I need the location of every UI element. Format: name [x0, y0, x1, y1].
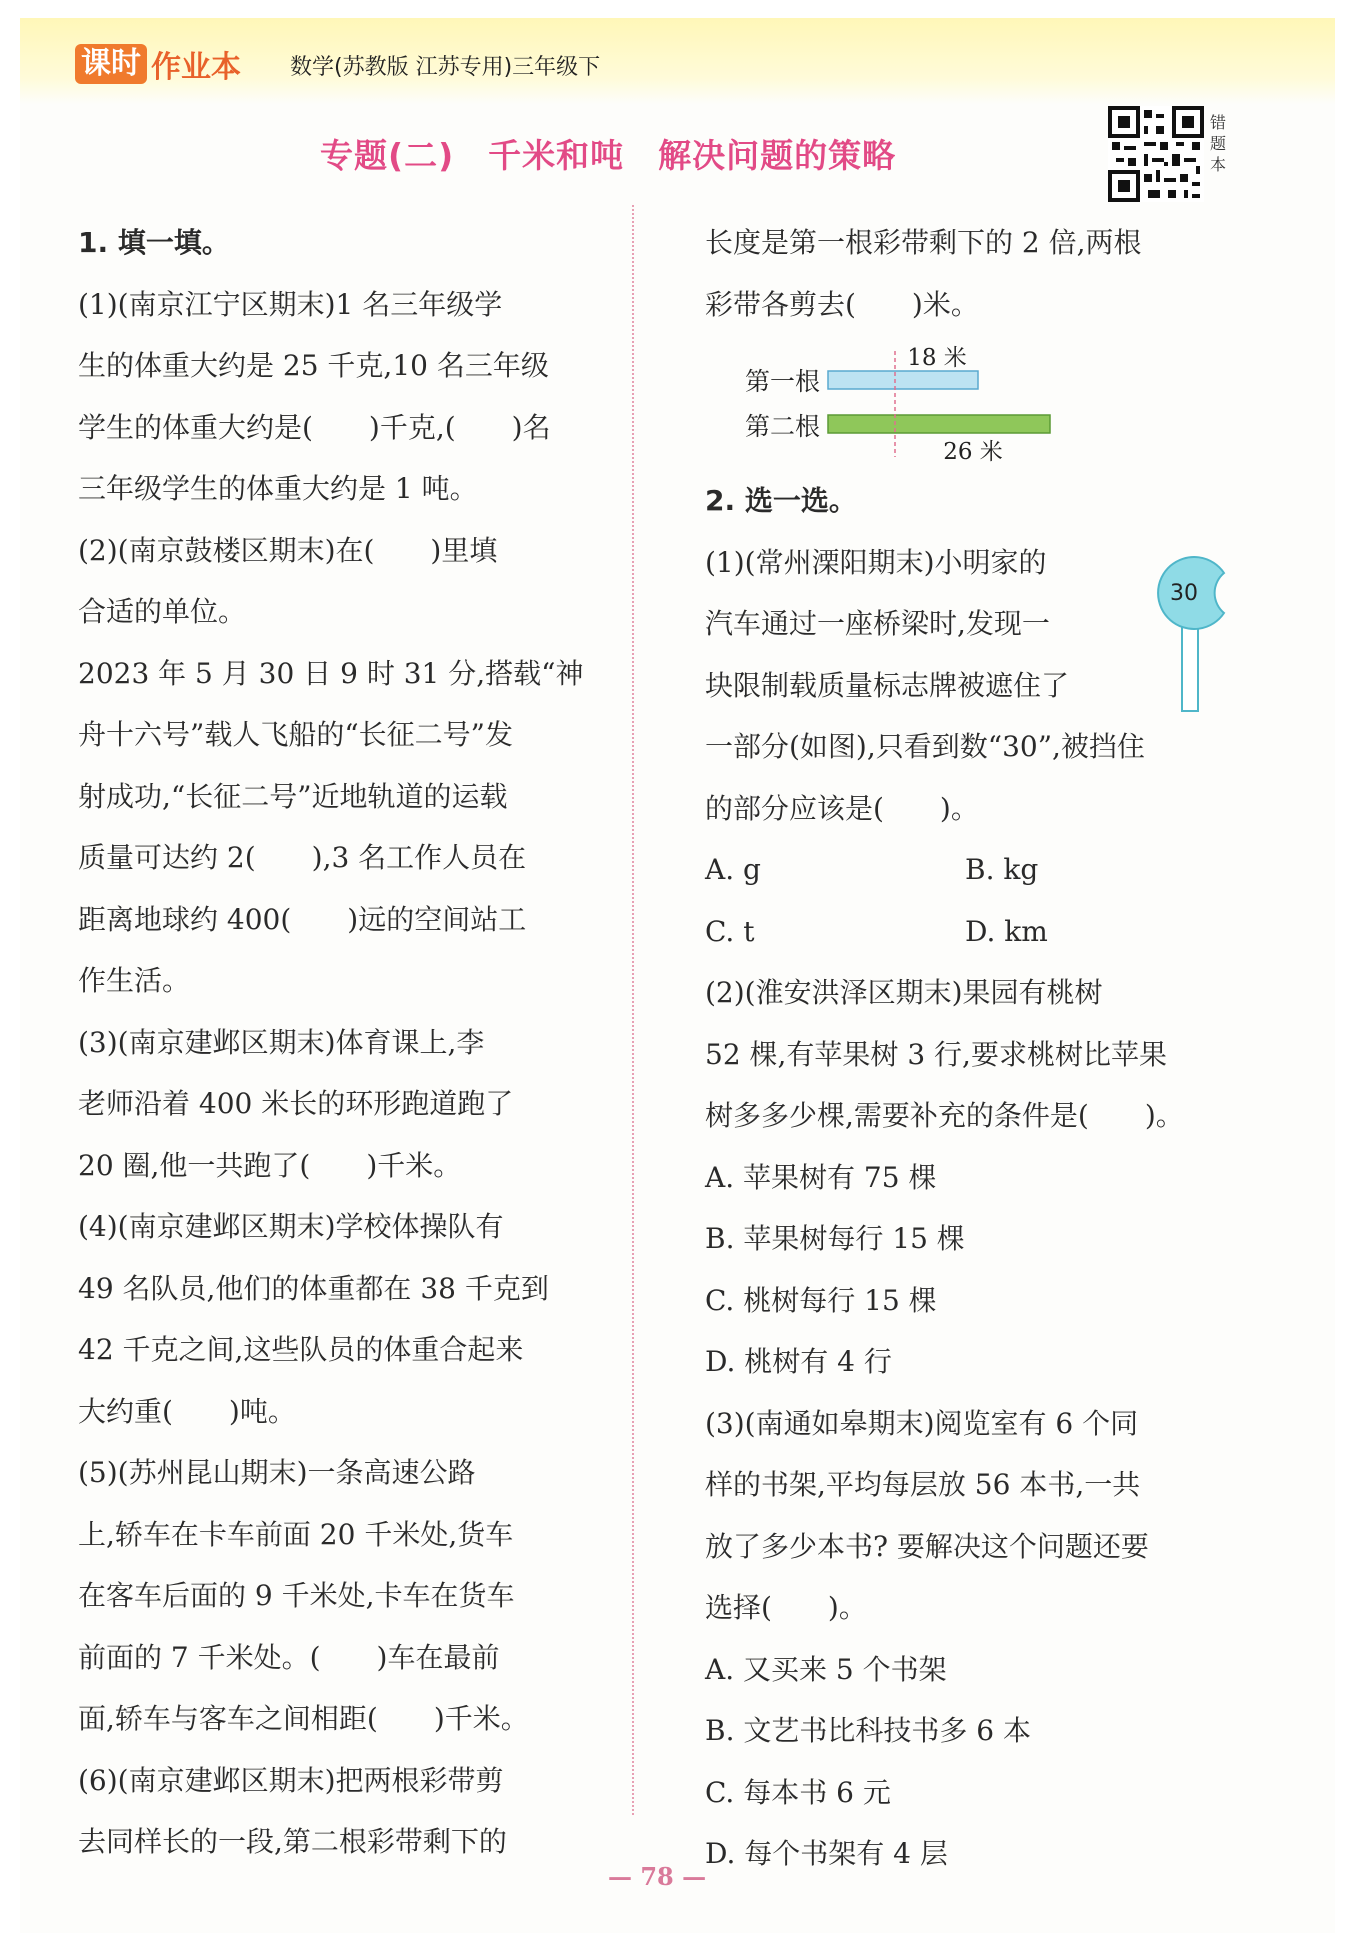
book-logo — [75, 44, 241, 84]
text-line: 作生活。 — [78, 964, 191, 997]
text-line: 三年级学生的体重大约是 1 吨。 — [78, 472, 478, 505]
text-line: 长度是第一根彩带剩下的 2 倍,两根 — [705, 226, 1142, 259]
q2-1-options-row — [705, 901, 1250, 963]
text-line: 放了多少本书? 要解决这个问题还要 — [705, 1529, 1149, 1563]
text-line: (4)(南京建邺区期末)学校体操队有 — [78, 1210, 504, 1243]
text-line: 一部分(如图),只看到数“30”,被挡住 — [705, 730, 1145, 763]
text-line: 树多多少棵,需要补充的条件是( )。 — [705, 1099, 1184, 1132]
text-line: (2)(淮安洪泽区期末)果园有桃树 — [705, 976, 1103, 1009]
text-line: 选择( )。 — [705, 1591, 867, 1624]
first-ribbon — [828, 371, 978, 389]
text-line: 老师沿着 400 米长的环形跑道跑了 — [78, 1087, 514, 1120]
text-line: (2)(南京鼓楼区期末)在( )里填 — [78, 533, 498, 567]
text-line: 汽车通过一座桥梁时,发现一 — [705, 607, 1050, 640]
text-line: 49 名队员,他们的体重都在 38 千克到 — [78, 1271, 549, 1305]
text-line: 的部分应该是( )。 — [705, 791, 979, 825]
option-c[interactable]: C. t — [705, 914, 755, 948]
book-info: 数学(苏教版 江苏专用)三年级下 — [290, 55, 601, 80]
text-line: 样的书架,平均每层放 56 本书,一共 — [705, 1468, 1141, 1501]
option-c[interactable]: C. 每本书 6 元 — [705, 1775, 891, 1809]
text-line: 前面的 7 千米处。( )车在最前 — [78, 1640, 500, 1674]
text-line: 射成功,“长征二号”近地轨道的运载 — [78, 779, 508, 813]
text-line: (1)(南京江宁区期末)1 名三年级学 — [78, 287, 503, 321]
text-line: (5)(苏州昆山期末)一条高速公路 — [78, 1456, 476, 1489]
second-ribbon-length: 26 米 — [943, 439, 1003, 465]
second-ribbon — [828, 415, 1050, 433]
option-a[interactable]: A. g — [705, 853, 761, 886]
option-a[interactable]: A. 又买来 5 个书架 — [705, 1652, 947, 1686]
first-ribbon-length: 18 米 — [907, 345, 967, 371]
text-line: 学生的体重大约是( )千克,( )名 — [78, 410, 551, 444]
text-line: 彩带各剪去( )米。 — [705, 287, 979, 321]
logo-part2: 作业本 — [151, 50, 241, 85]
question-2-heading: 2. 选一选。 — [705, 484, 857, 517]
ribbon-diagram-svg — [705, 335, 1250, 470]
text-line: 上,轿车在卡车前面 20 千米处,货车 — [78, 1517, 514, 1551]
text-line: 舟十六号”载人飞船的“长征二号”发 — [78, 718, 513, 751]
text-line: 块限制载质量标志牌被遮住了 — [705, 668, 1070, 702]
text-line: 20 圈,他一共跑了( )千米。 — [78, 1148, 462, 1182]
option-c[interactable]: C. 桃树每行 15 棵 — [705, 1283, 937, 1317]
text-line: (6)(南京建邺区期末)把两根彩带剪 — [78, 1763, 504, 1797]
option-b[interactable]: B. 文艺书比科技书多 6 本 — [705, 1714, 1031, 1747]
text-line: (1)(常州溧阳期末)小明家的 — [705, 545, 1047, 579]
first-ribbon-label: 第一根 — [744, 367, 820, 396]
question-1-heading: 1. 填一填。 — [78, 226, 230, 259]
text-line: 合适的单位。 — [78, 595, 247, 628]
text-line: 2023 年 5 月 30 日 9 时 31 分,搭载“神 — [78, 656, 584, 690]
ribbon-diagram — [705, 335, 1250, 470]
text-line: 在客车后面的 9 千米处,卡车在货车 — [78, 1579, 515, 1612]
q2-1-options-row — [705, 839, 1250, 901]
page-number: — 78 — — [608, 1862, 707, 1891]
qr-code-icon[interactable] — [1108, 106, 1204, 202]
option-d[interactable]: D. 桃树有 4 行 — [705, 1345, 892, 1378]
left-column — [78, 212, 623, 1873]
text-line: 52 棵,有苹果树 3 行,要求桃树比苹果 — [705, 1037, 1167, 1071]
text-line: (3)(南通如皋期末)阅览室有 6 个同 — [705, 1406, 1139, 1440]
text-line: (3)(南京建邺区期末)体育课上,李 — [78, 1025, 485, 1059]
text-line: 质量可达约 2( ),3 名工作人员在 — [78, 841, 527, 874]
option-b[interactable]: B. kg — [965, 853, 1039, 886]
load-limit-sign-icon — [1152, 555, 1232, 715]
option-d[interactable]: D. km — [965, 914, 1048, 948]
column-divider — [632, 205, 634, 1815]
wrong-question-book-label: 错题本 — [1210, 113, 1227, 174]
option-d[interactable]: D. 每个书架有 4 层 — [705, 1837, 948, 1870]
option-a[interactable]: A. 苹果树有 75 棵 — [705, 1160, 937, 1194]
text-line: 距离地球约 400( )远的空间站工 — [78, 902, 527, 936]
logo-part1: 课时 — [75, 44, 147, 84]
text-line: 去同样长的一段,第二根彩带剩下的 — [78, 1825, 507, 1858]
text-line: 42 千克之间,这些队员的体重合起来 — [78, 1333, 524, 1366]
right-column — [705, 212, 1250, 1885]
sign-number: 30 — [1170, 581, 1198, 606]
page-title: 专题(二) 千米和吨 解决问题的策略 — [320, 136, 897, 175]
option-b[interactable]: B. 苹果树每行 15 棵 — [705, 1222, 965, 1255]
text-line: 面,轿车与客车之间相距( )千米。 — [78, 1702, 529, 1735]
text-line: 大约重( )吨。 — [78, 1394, 296, 1428]
second-ribbon-label: 第二根 — [744, 412, 820, 441]
text-line: 生的体重大约是 25 千克,10 名三年级 — [78, 349, 549, 382]
